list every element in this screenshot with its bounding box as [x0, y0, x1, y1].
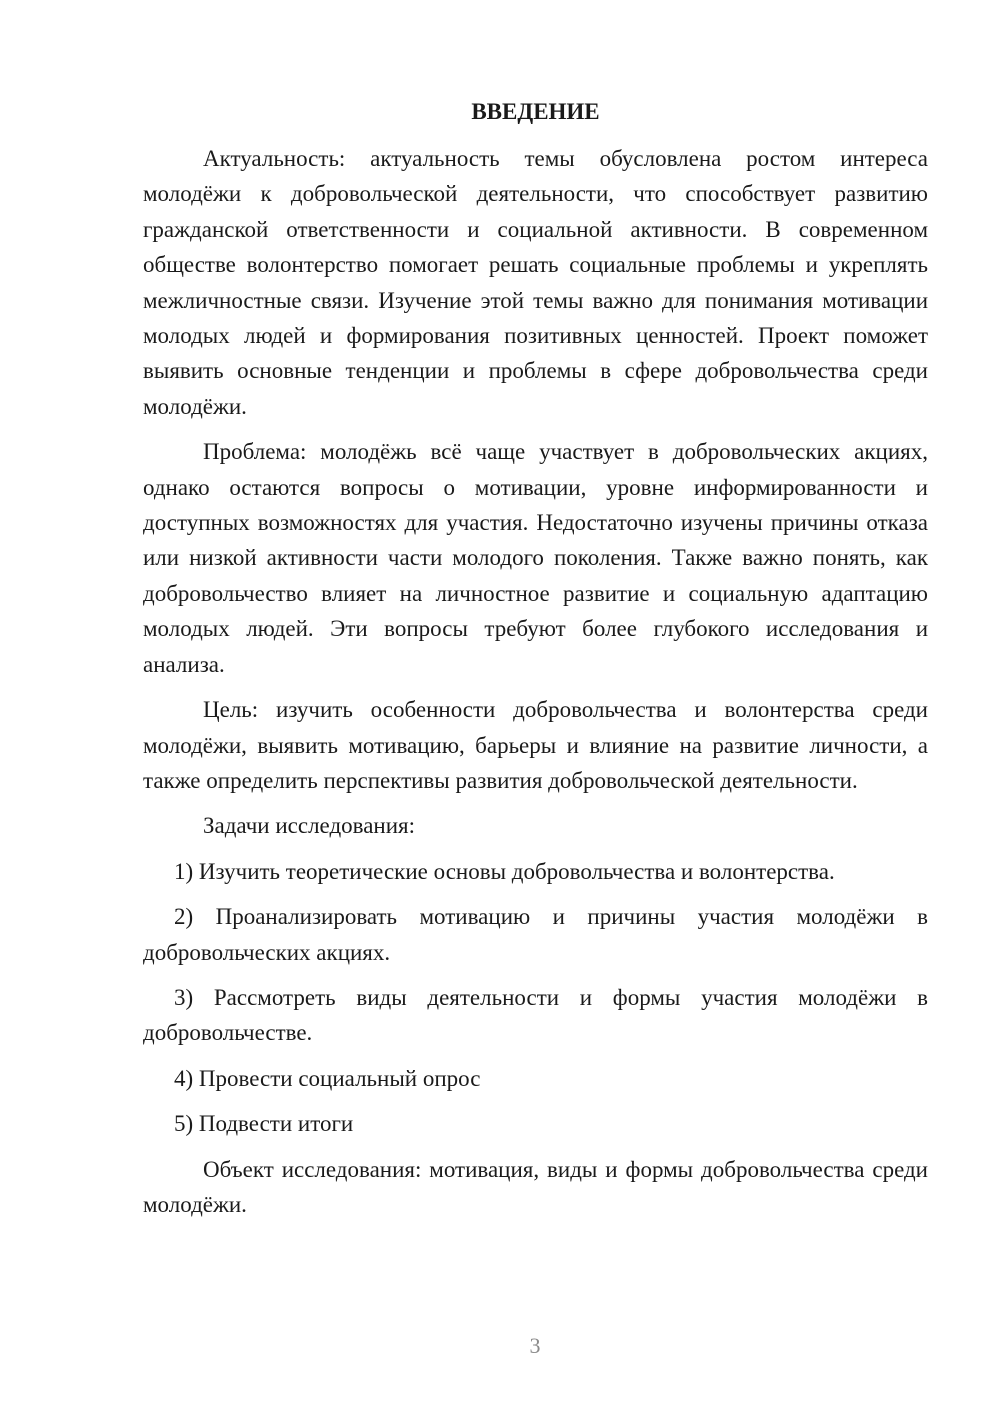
task-item-2: 2) Проанализировать мотивацию и причины участия молодёжи в добровольческих акциях.	[143, 904, 928, 965]
task-item-1: 1) Изучить теоретические основы добровольчества и волонтерства.	[174, 858, 835, 884]
section-title: ВВЕДЕНИЕ	[471, 99, 600, 124]
goal-paragraph: Цель: изучить особенности добровольчества и волонтерства среди молодёжи, выявить мотивацию, барьеры и влияние на развитие личности, а также определить перспективы развития добровольческой деятельности.	[143, 697, 928, 793]
object-paragraph: Объект исследования: мотивация, виды и формы добровольчества среди молодёжи.	[143, 1156, 928, 1217]
task-item-5: 5) Подвести итоги	[174, 1111, 354, 1137]
task-item-4: 4) Провести социальный опрос	[174, 1065, 481, 1091]
task-item-3: 3) Рассмотреть виды деятельности и формы участия молодёжи в добровольчестве.	[143, 984, 928, 1046]
page-content	[143, 94, 928, 1232]
tasks-heading: Задачи исследования:	[203, 813, 416, 839]
problem-paragraph: Проблема: молодёжь всё чаще участвует в добровольческих акциях, однако остаются вопросы о мотивации, уровне информированности и доступных возможностях для участия. Недостаточно изучены причины отказа или низкой активности части молодого поколения. Также важно понять, как добровольчество влияет на личностное развитие и социальную адаптацию молодых людей. Эти вопросы требуют более глубокого исследования и анализа.	[143, 439, 928, 677]
page-number: 3	[529, 1333, 541, 1358]
relevance-paragraph: Актуальность: актуальность темы обусловлена ростом интереса молодёжи к добровольческой деятельности, что способствует развитию гражданской ответственности и социальной активности. В современном обществе волонтерство помогает решать социальные проблемы и укреплять межличностные связи. Изучение этой темы важно для понимания мотивации молодых людей и формирования позитивных ценностей. Проект поможет выявить основные тенденции и проблемы в сфере добровольчества среди молодёжи.	[143, 146, 928, 419]
